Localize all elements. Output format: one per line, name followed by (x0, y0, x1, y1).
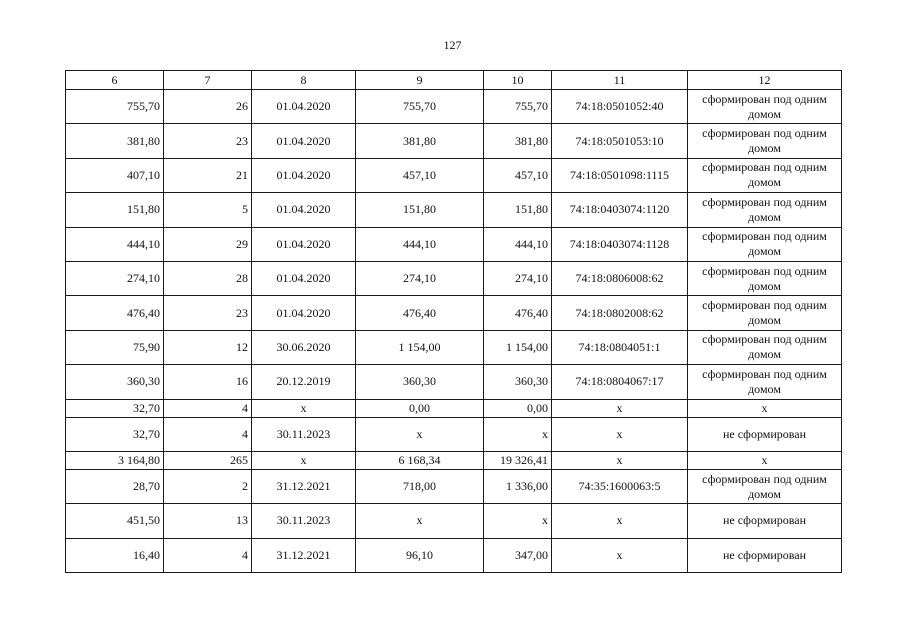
cell-col-7: 4 (164, 399, 252, 417)
column-header-7: 7 (164, 71, 252, 90)
cell-col-12: сформирован под одним домом (688, 261, 842, 295)
cell-col-8: 20.12.2019 (252, 365, 356, 399)
cell-col-6: 75,90 (66, 330, 164, 364)
page-number: 127 (443, 38, 462, 52)
cell-col-11: x (552, 504, 688, 538)
cell-col-9: 274,10 (356, 261, 484, 295)
cell-col-12: не сформирован (688, 417, 842, 451)
cell-col-12: сформирован под одним домом (688, 365, 842, 399)
cell-col-9: 457,10 (356, 158, 484, 192)
cell-col-7: 29 (164, 227, 252, 261)
cell-col-11: 74:18:0806008:62 (552, 261, 688, 295)
table-body (66, 90, 842, 573)
cell-col-12: сформирован под одним домом (688, 90, 842, 124)
cell-col-8: 31.12.2021 (252, 469, 356, 503)
cell-col-6: 451,50 (66, 504, 164, 538)
cell-col-10: 381,80 (484, 124, 552, 158)
cell-col-11: 74:18:0403074:1128 (552, 227, 688, 261)
cell-col-9: 0,00 (356, 399, 484, 417)
cell-col-10: x (484, 504, 552, 538)
cell-col-9: 755,70 (356, 90, 484, 124)
cell-col-11: x (552, 399, 688, 417)
table-row (66, 417, 842, 451)
cell-col-8: 30.11.2023 (252, 417, 356, 451)
column-header-9: 9 (356, 71, 484, 90)
cell-col-7: 13 (164, 504, 252, 538)
cell-col-12: сформирован под одним домом (688, 296, 842, 330)
cell-col-8: 31.12.2021 (252, 538, 356, 572)
cell-col-8: 01.04.2020 (252, 158, 356, 192)
cell-col-9: 360,30 (356, 365, 484, 399)
table-row (66, 158, 842, 192)
column-header-8: 8 (252, 71, 356, 90)
column-header-10: 10 (484, 71, 552, 90)
cell-col-6: 381,80 (66, 124, 164, 158)
cell-col-11: 74:18:0501052:40 (552, 90, 688, 124)
cell-col-6: 3 164,80 (66, 451, 164, 469)
cell-col-7: 26 (164, 90, 252, 124)
cell-col-6: 32,70 (66, 399, 164, 417)
column-header-6: 6 (66, 71, 164, 90)
table-row (66, 365, 842, 399)
cell-col-9: 444,10 (356, 227, 484, 261)
cell-col-9: 381,80 (356, 124, 484, 158)
cell-col-6: 28,70 (66, 469, 164, 503)
cell-col-6: 444,10 (66, 227, 164, 261)
cell-col-10: 457,10 (484, 158, 552, 192)
cell-col-7: 265 (164, 451, 252, 469)
table-row (66, 330, 842, 364)
cell-col-11: 74:18:0501098:1115 (552, 158, 688, 192)
cell-col-10: 347,00 (484, 538, 552, 572)
table-row (66, 504, 842, 538)
cell-col-8: 01.04.2020 (252, 124, 356, 158)
cell-col-9: 718,00 (356, 469, 484, 503)
cell-col-6: 755,70 (66, 90, 164, 124)
cell-col-8: 30.06.2020 (252, 330, 356, 364)
cell-col-12: сформирован под одним домом (688, 158, 842, 192)
cell-col-7: 2 (164, 469, 252, 503)
cell-col-10: 19 326,41 (484, 451, 552, 469)
cell-col-8: 01.04.2020 (252, 90, 356, 124)
cell-col-9: 476,40 (356, 296, 484, 330)
data-table (65, 70, 842, 573)
table-row (66, 227, 842, 261)
cell-col-6: 476,40 (66, 296, 164, 330)
cell-col-7: 5 (164, 193, 252, 227)
cell-col-11: 74:18:0804067:17 (552, 365, 688, 399)
cell-col-12: сформирован под одним домом (688, 193, 842, 227)
cell-col-11: 74:35:1600063:5 (552, 469, 688, 503)
cell-col-8: 01.04.2020 (252, 193, 356, 227)
column-header-12: 12 (688, 71, 842, 90)
cell-col-6: 16,40 (66, 538, 164, 572)
cell-col-10: 1 154,00 (484, 330, 552, 364)
table-row (66, 538, 842, 572)
cell-col-11: x (552, 451, 688, 469)
cell-col-10: 0,00 (484, 399, 552, 417)
cell-col-12: не сформирован (688, 538, 842, 572)
cell-col-6: 151,80 (66, 193, 164, 227)
cell-col-6: 274,10 (66, 261, 164, 295)
cell-col-8: 30.11.2023 (252, 504, 356, 538)
column-header-11: 11 (552, 71, 688, 90)
cell-col-11: 74:18:0802008:62 (552, 296, 688, 330)
cell-col-9: x (356, 417, 484, 451)
cell-col-11: 74:18:0403074:1120 (552, 193, 688, 227)
cell-col-9: 6 168,34 (356, 451, 484, 469)
cell-col-7: 12 (164, 330, 252, 364)
cell-col-8: x (252, 399, 356, 417)
cell-col-8: 01.04.2020 (252, 296, 356, 330)
cell-col-10: 476,40 (484, 296, 552, 330)
cell-col-8: 01.04.2020 (252, 261, 356, 295)
table-row (66, 399, 842, 417)
cell-col-9: 1 154,00 (356, 330, 484, 364)
cell-col-9: x (356, 504, 484, 538)
cell-col-12: не сформирован (688, 504, 842, 538)
cell-col-6: 360,30 (66, 365, 164, 399)
cell-col-11: 74:18:0501053:10 (552, 124, 688, 158)
cell-col-12: сформирован под одним домом (688, 124, 842, 158)
cell-col-12: x (688, 451, 842, 469)
cell-col-7: 28 (164, 261, 252, 295)
cell-col-10: x (484, 417, 552, 451)
cell-col-8: 01.04.2020 (252, 227, 356, 261)
table-row (66, 469, 842, 503)
cell-col-10: 274,10 (484, 261, 552, 295)
cell-col-11: 74:18:0804051:1 (552, 330, 688, 364)
table-row (66, 90, 842, 124)
cell-col-7: 23 (164, 124, 252, 158)
table-row (66, 296, 842, 330)
table-row (66, 451, 842, 469)
cell-col-9: 151,80 (356, 193, 484, 227)
cell-col-10: 151,80 (484, 193, 552, 227)
cell-col-10: 444,10 (484, 227, 552, 261)
cell-col-6: 32,70 (66, 417, 164, 451)
cell-col-10: 1 336,00 (484, 469, 552, 503)
cell-col-7: 4 (164, 538, 252, 572)
cell-col-11: x (552, 417, 688, 451)
cell-col-12: сформирован под одним домом (688, 227, 842, 261)
header-row (66, 71, 842, 90)
cell-col-7: 23 (164, 296, 252, 330)
cell-col-11: x (552, 538, 688, 572)
table-row (66, 261, 842, 295)
cell-col-10: 360,30 (484, 365, 552, 399)
cell-col-12: сформирован под одним домом (688, 469, 842, 503)
cell-col-6: 407,10 (66, 158, 164, 192)
cell-col-7: 21 (164, 158, 252, 192)
cell-col-7: 16 (164, 365, 252, 399)
cell-col-9: 96,10 (356, 538, 484, 572)
cell-col-10: 755,70 (484, 90, 552, 124)
cell-col-7: 4 (164, 417, 252, 451)
table-row (66, 193, 842, 227)
cell-col-12: сформирован под одним домом (688, 330, 842, 364)
table-row (66, 124, 842, 158)
cell-col-12: x (688, 399, 842, 417)
cell-col-8: x (252, 451, 356, 469)
